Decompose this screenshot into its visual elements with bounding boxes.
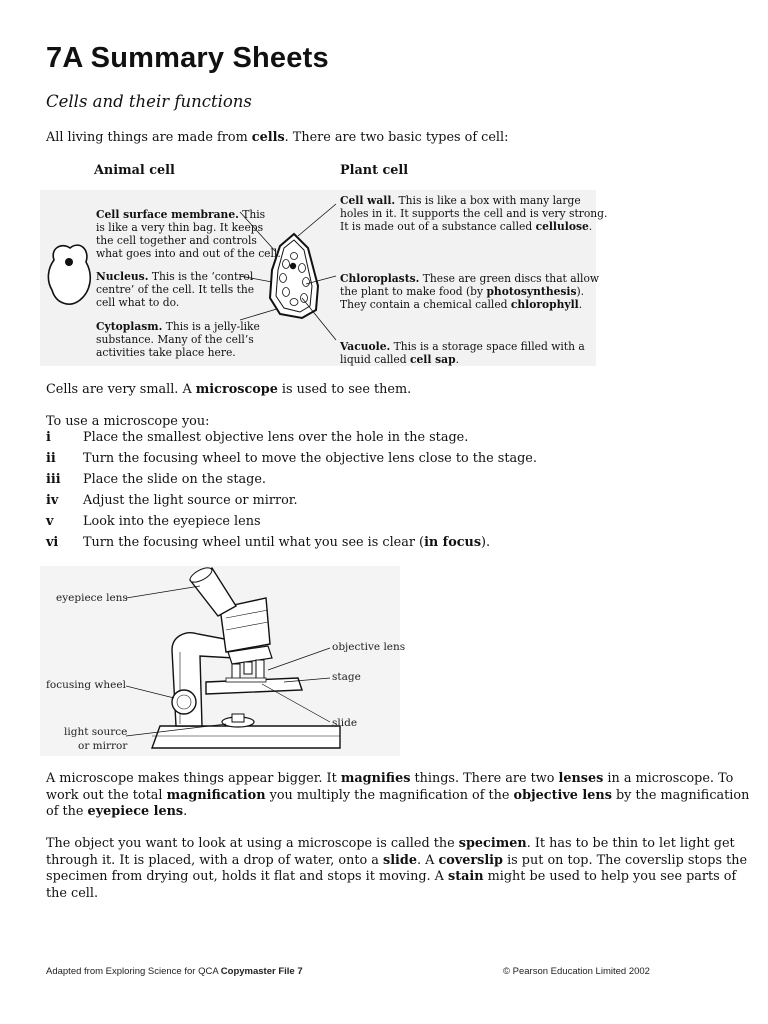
specimen-paragraph: The object you want to look at using a microscope is called the specimen. It has to be thin to let light get through it. It is placed, with a drop of water, onto a slide. A coverslip is put on top. The coverslip stops the specimen from drying out, holds it flat and stops it moving. A stain might be used to help you see parts of the cell. (46, 836, 748, 901)
slide-shape (226, 678, 266, 682)
focusing-wheel-shape (172, 690, 196, 714)
objective-lens-shape (232, 664, 240, 680)
animal-nucleus-shape (65, 258, 73, 266)
stage-label: stage (332, 671, 361, 683)
magnification-paragraph: A microscope makes things appear bigger. It magnifies things. There are two lenses in a microscope. To work out the total magnification you multiply the magnification of the objective lens by the magnification of the eyepiece lens. (46, 771, 750, 819)
vacuole-label: Vacuole. This is a storage space filled with a liquid called cell sap. (340, 340, 585, 366)
nucleus-label: Nucleus. This is the ‘control centre’ of the cell. It tells the cell what to do. (96, 270, 255, 309)
objective-lens-label: objective lens (332, 641, 406, 653)
animal-cell-heading: Animal cell (94, 163, 175, 178)
eyepiece-lens-label: eyepiece lens (56, 592, 128, 604)
footer-source: Adapted from Exploring Science for QCA Copymaster File 7 (46, 966, 303, 977)
plant-cell-heading: Plant cell (340, 163, 409, 178)
slide-label: slide (332, 717, 358, 729)
plant-nucleus-shape (290, 263, 296, 269)
use-intro: To use a microscope you: (46, 414, 210, 429)
footer-copyright: © Pearson Education Limited 2002 (503, 966, 650, 977)
membrane-label: Cell surface membrane. This is like a very thin bag. It keeps the cell together and controls what goes into and out of the cell. (96, 208, 281, 260)
page-subtitle: Cells and their functions (46, 92, 252, 111)
page-title: 7A Summary Sheets (46, 42, 329, 74)
animal-cell-shape (48, 245, 90, 304)
chloroplasts-label: Chloroplasts. These are green discs that allow the plant to make food (by photosynthesis). They contain a chemical called chlorophyll. (340, 272, 600, 311)
cells-small-text: Cells are very small. A microscope is used to see them. (46, 382, 412, 397)
cytoplasm-label: Cytoplasm. This is a jelly-like substance. Many of the cell’s activities take place here. (96, 320, 260, 359)
light-source-label: light source (64, 726, 128, 738)
intro-text: All living things are made from cells. There are two basic types of cell: (46, 130, 509, 145)
light-source-label-2: or mirror (78, 740, 128, 752)
focusing-wheel-label: focusing wheel (46, 679, 126, 691)
cell-wall-label: Cell wall. This is like a box with many large holes in it. It supports the cell and is very strong. It is made out of a substance called cellulose. (340, 194, 608, 233)
